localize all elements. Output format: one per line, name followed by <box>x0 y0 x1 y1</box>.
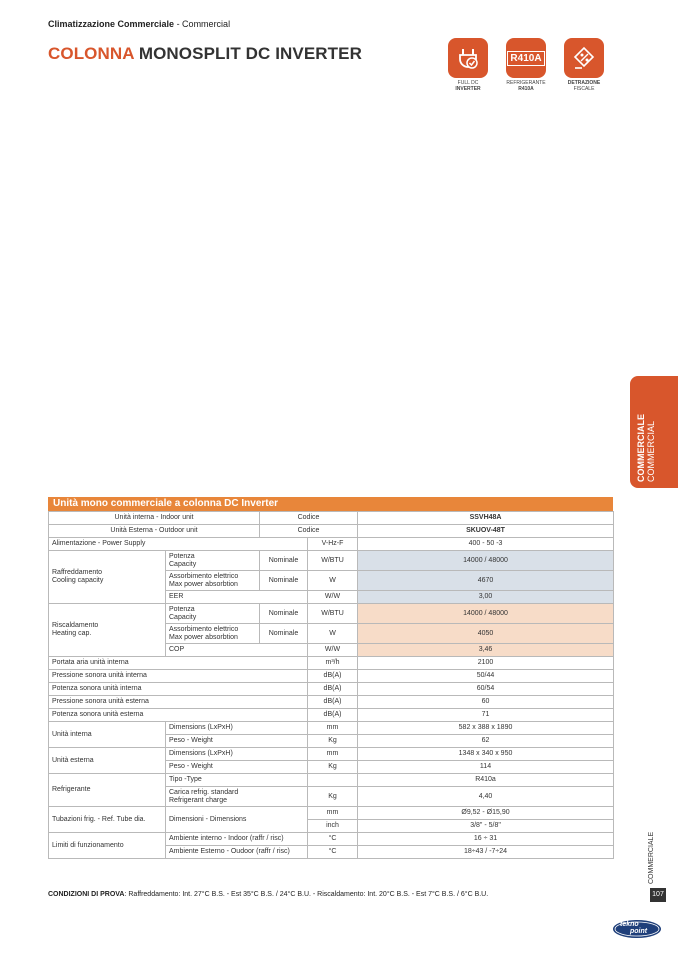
noise-label: Potenza sonora unità esterna <box>49 709 308 722</box>
side-tab-label: COMMERCIALE <box>636 414 646 482</box>
unit-cell: °C <box>308 846 358 859</box>
value-cell: 400 - 50 -3 <box>358 538 614 551</box>
unit-cell: mm <box>308 722 358 735</box>
badge-caption-2: INVERTER <box>455 86 481 92</box>
badge-caption-1: DETRAZIONE <box>567 80 601 86</box>
outdoor-unit-group: Unità esterna <box>49 748 166 774</box>
side-tab-sublabel: COMMERCIAL <box>646 420 656 482</box>
indoor-unit-label: Unità interna - Indoor unit <box>49 512 260 525</box>
table-row <box>49 722 614 735</box>
weight-label: Peso - Weight <box>166 761 308 774</box>
test-conditions-text: : Raffreddamento: Int. 27°C B.S. - Est 35°C B.S. / 24°C B.U. - Riscaldamento: Int. 20°C B.S. - Est 7°C B.S. / 6°C B.U. <box>124 891 489 898</box>
unit-cell: W/W <box>308 644 358 657</box>
badge-detrazione <box>564 38 604 92</box>
value-cell: 62 <box>358 735 614 748</box>
value-cell: 50/44 <box>358 670 614 683</box>
capacity-en: Capacity <box>169 613 197 621</box>
unit-cell: Kg <box>308 787 358 807</box>
charge-it: Carica refrig. standard <box>169 788 239 796</box>
value-cell: 114 <box>358 761 614 774</box>
nominal-label: Nominale <box>260 571 308 591</box>
table-title: Unità mono commerciale a colonna DC Inverter <box>48 497 613 511</box>
breadcrumb-sub: - Commercial <box>176 19 231 29</box>
value-cell: 1348 x 340 x 950 <box>358 748 614 761</box>
cooling-absorption-label <box>166 571 260 591</box>
code-label: Codice <box>260 512 358 525</box>
piping-dimensions-label: Dimensioni - Dimensions <box>166 807 308 833</box>
cooling-label <box>49 551 166 604</box>
heating-label <box>49 604 166 657</box>
value-cell: Ø9,52 - Ø15,90 <box>358 807 614 820</box>
value-cell: 3,00 <box>358 591 614 604</box>
unit-cell: W <box>308 624 358 644</box>
piping-group: Tubazioni frig. - Ref. Tube dia. <box>49 807 166 833</box>
breadcrumb-category: Climatizzazione Commerciale <box>48 19 175 29</box>
unit-cell: mm <box>308 807 358 820</box>
table-row <box>49 512 614 525</box>
unit-cell: mm <box>308 748 358 761</box>
cooling-capacity-label <box>166 551 260 571</box>
page-title <box>48 44 362 64</box>
nominal-label: Nominale <box>260 551 308 571</box>
dimensions-label: Dimensions (LxPxH) <box>166 722 308 735</box>
r410a-icon <box>506 38 546 78</box>
capacity-en: Capacity <box>169 560 197 568</box>
unit-cell: dB(A) <box>308 709 358 722</box>
charge-label <box>166 787 308 807</box>
indoor-unit-group: Unità interna <box>49 722 166 748</box>
title-accent: COLONNA <box>48 44 135 63</box>
tekno-point-logo <box>612 918 662 940</box>
table-row <box>49 683 614 696</box>
value-cell: 2100 <box>358 657 614 670</box>
unit-cell: W <box>308 571 358 591</box>
cooling-label-en: Cooling capacity <box>52 577 104 584</box>
badge-caption-2: R410A <box>518 86 534 92</box>
unit-cell: V-Hz-F <box>308 538 358 551</box>
side-category-tab[interactable] <box>630 376 678 488</box>
logo-line1: tekno <box>620 921 639 928</box>
noise-label: Pressione sonora unità esterna <box>49 696 308 709</box>
value-cell: 18÷43 / -7÷24 <box>358 846 614 859</box>
unit-cell: m³/h <box>308 657 358 670</box>
outdoor-unit-label: Unità Esterna - Outdoor unit <box>49 525 260 538</box>
unit-cell: dB(A) <box>308 696 358 709</box>
heating-label-it: Riscaldamento <box>52 622 99 629</box>
badge-caption-1: FULL DC <box>457 80 479 86</box>
detrazione-fiscale-icon <box>564 38 604 78</box>
unit-cell: W/BTU <box>308 551 358 571</box>
value-cell: 4,40 <box>358 787 614 807</box>
value-cell: 60/54 <box>358 683 614 696</box>
nominal-label: Nominale <box>260 624 308 644</box>
type-label: Tipo -Type <box>166 774 308 787</box>
code-label: Codice <box>260 525 358 538</box>
value-cell: R410a <box>358 774 614 787</box>
nominal-label: Nominale <box>260 604 308 624</box>
value-cell: 3/8" - 5/8" <box>358 820 614 833</box>
absorption-it: Assorbimento elettrico <box>169 572 239 580</box>
heating-absorption-label <box>166 624 260 644</box>
test-conditions-label: CONDIZIONI DI PROVA <box>48 891 125 898</box>
power-supply-label: Alimentazione - Power Supply <box>49 538 308 551</box>
dimensions-label: Dimensions (LxPxH) <box>166 748 308 761</box>
table-row <box>49 538 614 551</box>
value-cell: 16 ÷ 31 <box>358 833 614 846</box>
capacity-it: Potenza <box>169 552 195 560</box>
value-cell: 14000 / 48000 <box>358 604 614 624</box>
table-row <box>49 657 614 670</box>
unit-cell: dB(A) <box>308 670 358 683</box>
cooling-label-it: Raffreddamento <box>52 569 103 576</box>
table-row <box>49 709 614 722</box>
unit-cell: inch <box>308 820 358 833</box>
weight-label: Peso - Weight <box>166 735 308 748</box>
title-rest: MONOSPLIT DC INVERTER <box>138 44 362 63</box>
absorption-en: Max power absorbtion <box>169 580 238 588</box>
spec-table <box>48 511 614 859</box>
airflow-label: Portata aria unità interna <box>49 657 308 670</box>
unit-cell: Kg <box>308 761 358 774</box>
indoor-env-label: Ambiente interno - Indoor (raffr / risc) <box>166 833 308 846</box>
value-cell: 60 <box>358 696 614 709</box>
indoor-code: SSVH48A <box>358 512 614 525</box>
badge-r410a <box>506 38 546 92</box>
value-cell: 4670 <box>358 571 614 591</box>
table-row <box>49 670 614 683</box>
page-number: 107 <box>650 888 666 902</box>
charge-en: Refrigerant charge <box>169 796 227 804</box>
r410a-text: R410A <box>507 51 544 66</box>
table-row <box>49 774 614 787</box>
value-cell: 582 x 388 x 1890 <box>358 722 614 735</box>
value-cell: 4050 <box>358 624 614 644</box>
logo-line2: point <box>630 928 648 935</box>
breadcrumb <box>48 19 230 29</box>
limits-group: Limiti di funzionamento <box>49 833 166 859</box>
eer-label: EER <box>166 591 308 604</box>
outdoor-env-label: Ambiente Esterno - Oudoor (raffr / risc) <box>166 846 308 859</box>
outdoor-code: SKUOV-48T <box>358 525 614 538</box>
unit-cell: W/W <box>308 591 358 604</box>
test-conditions-note <box>48 891 488 898</box>
full-dc-inverter-icon <box>448 38 488 78</box>
refrigerant-group: Refrigerante <box>49 774 166 807</box>
table-row <box>49 525 614 538</box>
noise-label: Pressione sonora unità interna <box>49 670 308 683</box>
value-cell: 3,46 <box>358 644 614 657</box>
value-cell: 71 <box>358 709 614 722</box>
unit-cell: Kg <box>308 735 358 748</box>
table-row <box>49 748 614 761</box>
unit-cell: °C <box>308 833 358 846</box>
capacity-it: Potenza <box>169 605 195 613</box>
side-category-label: COMMERCIALE <box>648 831 655 884</box>
value-cell: 14000 / 48000 <box>358 551 614 571</box>
absorption-en: Max power absorbtion <box>169 633 238 641</box>
badge-caption-1: REFRIGERANTE <box>506 80 546 86</box>
unit-cell: W/BTU <box>308 604 358 624</box>
heating-capacity-label <box>166 604 260 624</box>
badge-full-dc-inverter <box>448 38 488 92</box>
cop-label: COP <box>166 644 308 657</box>
unit-cell <box>308 774 358 787</box>
unit-cell: dB(A) <box>308 683 358 696</box>
table-row <box>49 604 614 624</box>
noise-label: Potenza sonora unità interna <box>49 683 308 696</box>
badge-caption-2: FISCALE <box>573 86 595 92</box>
heating-label-en: Heating cap. <box>52 630 92 637</box>
absorption-it: Assorbimento elettrico <box>169 625 239 633</box>
table-row <box>49 833 614 846</box>
table-row <box>49 807 614 820</box>
table-row <box>49 551 614 571</box>
table-row <box>49 696 614 709</box>
